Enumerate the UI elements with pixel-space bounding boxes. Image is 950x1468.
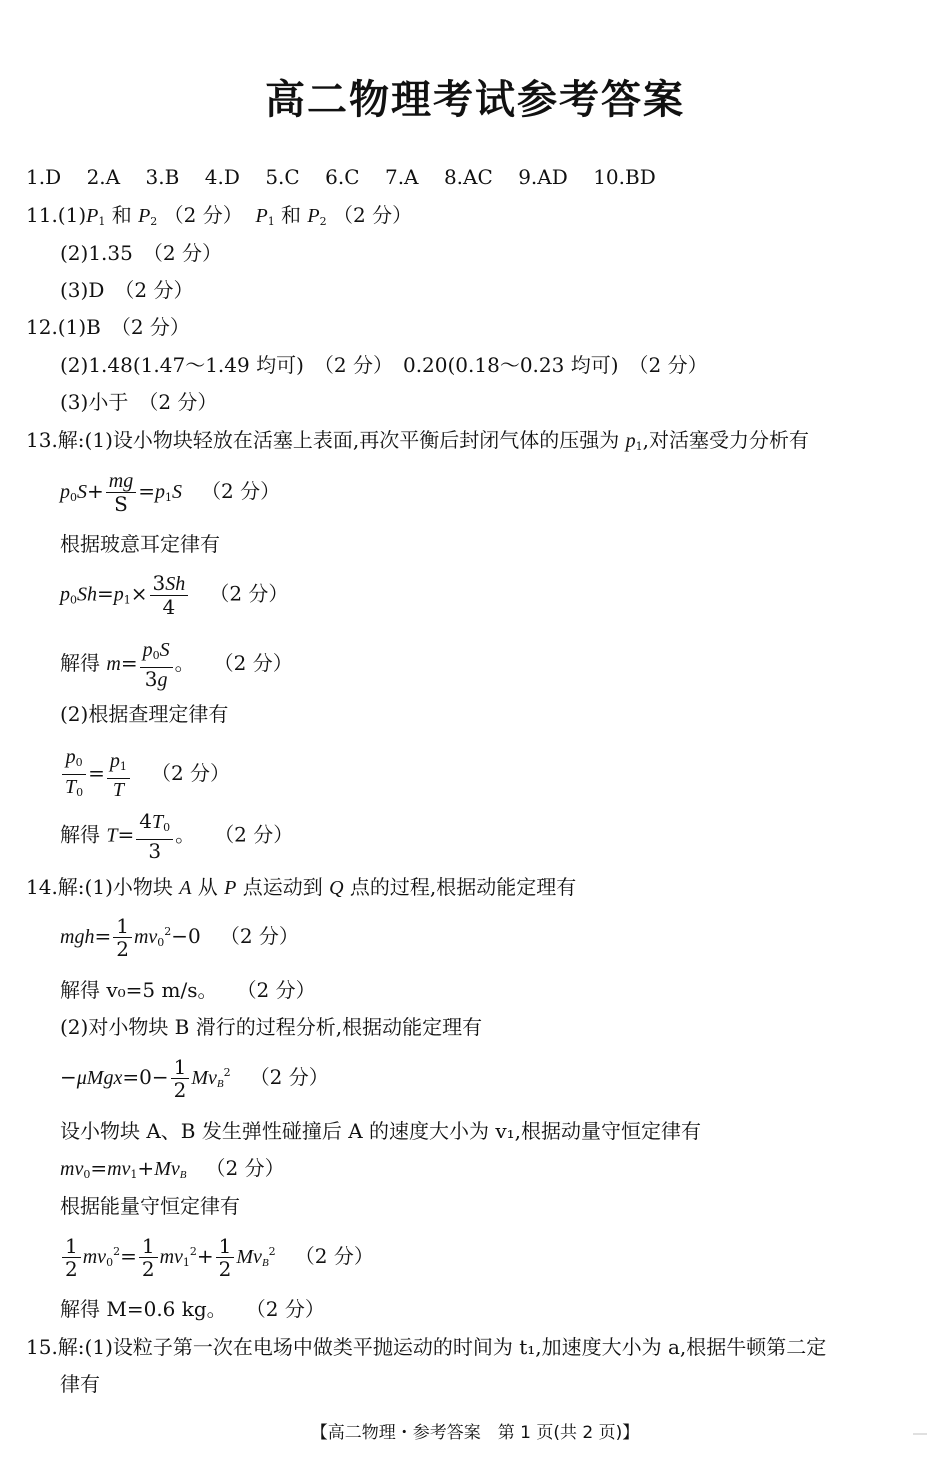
mc-answer: 1.D <box>26 165 62 189</box>
mc-answer: 9.AD <box>518 165 568 189</box>
mc-answer: 3.B <box>145 165 180 189</box>
q13-eq-charles: $\frac{p_0}{T_0}$ = $\frac{p_1}{T}$ （2 分） <box>60 745 230 804</box>
q15-intro: 15.解:(1)设粒子第一次在电场中做类平抛运动的时间为 t₁,加速度大小为 a,根据牛顿第二定 <box>26 1335 827 1359</box>
page-footer: 【高二物理・参考答案 第 1 页(共 2 页)】 <box>310 1423 640 1443</box>
q14-part2: (2)对小物块 B 滑行的过程分析,根据动能定理有 <box>60 1015 483 1039</box>
q14-energy-label: 根据能量守恒定律有 <box>60 1194 240 1218</box>
q15-intro-cont: 律有 <box>60 1372 100 1396</box>
mc-answer: 5.C <box>265 165 300 189</box>
mc-answer: 6.C <box>325 165 360 189</box>
q14-eq-momentum: $mv_0=mv_1+Mv_B$ （2 分） <box>60 1156 285 1181</box>
mc-answer: 2.A <box>86 165 121 189</box>
q11-part3: (3)D （2 分） <box>60 278 194 302</box>
q14-eq-conservation: $\frac{1}{2}$ $mv_0^2=$ $\frac{1}{2}$ $mv_1^2+$ $\frac{1}{2}$ $Mv_B^2$ （2 分） <box>60 1235 374 1280</box>
q14-collide: 设小物块 A、B 发生弹性碰撞后 A 的速度大小为 v₁,根据动量守恒定律有 <box>60 1119 702 1143</box>
q12-part1: 12.(1)B （2 分） <box>26 315 190 339</box>
q13-charles-label: (2)根据查理定律有 <box>60 702 229 726</box>
q12-part2: (2)1.48(1.47～1.49 均可) （2 分） 0.20(0.18～0.23 均可) （2 分） <box>60 353 708 377</box>
q14-mass: 解得 M=0.6 kg。 （2 分） <box>60 1297 325 1321</box>
q13-eq-temp: 解得 T= $\frac{4T_0}{3}$ 。 （2 分） <box>60 809 294 863</box>
q11-part2: (2)1.35 （2 分） <box>60 241 222 265</box>
q14-eq-energy: mgh= $\frac{1}{2}$ $mv_0^2-0$ （2 分） <box>60 914 299 961</box>
mc-answer: 8.AC <box>443 165 493 189</box>
mc-answer: 7.A <box>384 165 419 189</box>
mc-answers-row <box>26 165 656 189</box>
scan-mark <box>913 1433 927 1435</box>
q14-eq-friction: −μMgx=0− $\frac{1}{2}$ $Mv_B^2$ （2 分） <box>60 1055 329 1102</box>
q13-eq-boyle: $p_0Sh=p_1\times$ $\frac{3Sh}{4}$ （2 分） <box>60 571 289 619</box>
q13-eq-force: $p_0S+$ $\frac{mg}{S}$ $=p_1S$ （2 分） <box>60 470 281 516</box>
q13-intro: 13.解:(1)设小物块轻放在活塞上表面,再次平衡后封闭气体的压强为 $p_1$,对活塞受力分析有 <box>26 428 809 453</box>
q13-eq-mass: 解得 m= $\frac{p_0S}{3g}$ 。 （2 分） <box>60 639 293 691</box>
mc-answer: 4.D <box>204 165 240 189</box>
q11-part1: $11.(1)P_1$ 和 $P_2$ （2 分） $P_1$ 和 $P_2$ （2 分） <box>26 203 413 228</box>
q14-v0: 解得 v₀=5 m/s。 （2 分） <box>60 978 316 1002</box>
page-title: 高二物理考试参考答案 <box>265 77 685 123</box>
mc-answer: 10.BD <box>593 165 656 189</box>
q13-boyle-label: 根据玻意耳定律有 <box>60 532 220 556</box>
q12-part3: (3)小于 （2 分） <box>60 390 218 414</box>
q14-intro: 14.解:(1)小物块 A 从 P 点运动到 Q 点的过程,根据动能定理有 <box>26 875 577 899</box>
